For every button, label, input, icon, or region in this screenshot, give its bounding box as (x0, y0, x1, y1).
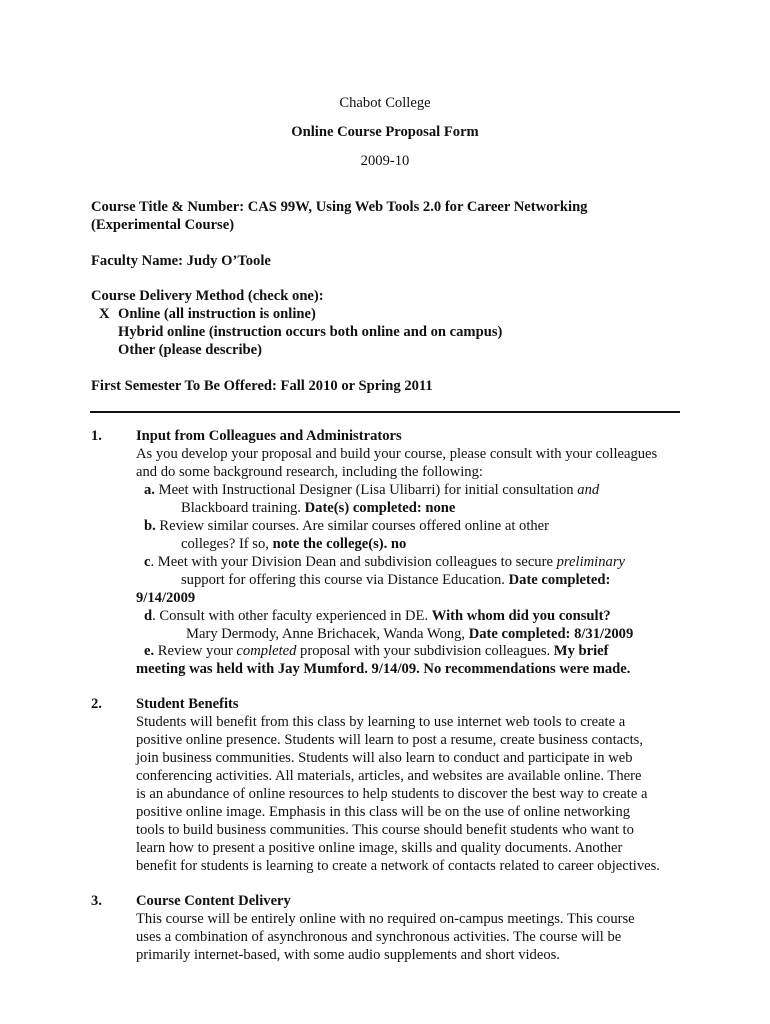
form-title: Online Course Proposal Form (291, 124, 479, 140)
section-1-intro-line-1: As you develop your proposal and build your course, please consult with your colleagues (136, 446, 658, 462)
item-c-text: . Meet with your Division Dean and subdivision colleagues to secure (150, 554, 557, 570)
section-1-number: 1. (91, 428, 102, 444)
section-2-line: join business communities. Students will also learn to conduct and participate in web (136, 750, 633, 766)
delivery-option-hybrid: Hybrid online (instruction occurs both online and on campus) (118, 324, 503, 340)
first-semester: First Semester To Be Offered: Fall 2010 or Spring 2011 (91, 378, 433, 394)
section-2-line: benefit for students is learning to create a network of contacts related to career objectives. (136, 858, 660, 874)
section-3-line: primarily internet-based, with some audio supplements and short videos. (136, 947, 560, 963)
section-3-line: uses a combination of asynchronous and synchronous activities. The course will be (136, 929, 622, 945)
item-a-line-2 (181, 499, 455, 517)
section-2-number: 2. (91, 696, 102, 712)
section-3-number: 3. (91, 893, 102, 909)
section-1-heading: Input from Colleagues and Administrators (136, 428, 402, 444)
section-2-line: tools to build business communities. This course should benefit students who want to (136, 822, 634, 838)
section-2-line: conferencing activities. All materials, articles, and websites are available online. There (136, 768, 642, 784)
section-1-intro-line-2: and do some background research, including the following: (136, 464, 483, 480)
delivery-method-heading: Course Delivery Method (check one): (91, 288, 324, 304)
item-a-letter: a. (144, 482, 155, 498)
item-d-letter: d (144, 608, 153, 624)
item-e-line-1 (144, 642, 609, 660)
item-b-letter: b. (144, 518, 156, 534)
item-e-text-italic: completed (236, 643, 297, 659)
item-a-text: Meet with Instructional Designer (Lisa Ulibarri) for initial consultation (154, 482, 578, 498)
item-a-text-italic: and (577, 482, 600, 498)
item-e-text-a: Review your (154, 643, 237, 659)
item-d-names: Mary Dermody, Anne Brichacek, Wanda Wong, (186, 626, 469, 642)
item-a-date-completed: Date(s) completed: none (304, 500, 456, 516)
delivery-check-mark: X (99, 306, 110, 322)
section-3-line: This course will be entirely online with no required on-campus meetings. This course (136, 911, 635, 927)
item-b-note-colleges: note the college(s). no (272, 536, 407, 552)
item-e-letter: e. (144, 643, 155, 659)
college-name: Chabot College (339, 95, 431, 111)
item-c-text-italic: preliminary (556, 554, 625, 570)
item-b-text: Review similar courses. Are similar courses offered online at other (155, 518, 550, 534)
item-e-text-bold: My brief (553, 643, 609, 659)
item-c-letter: c (144, 554, 151, 570)
item-c-date-label: Date completed: (508, 572, 611, 588)
item-d-line-1 (144, 607, 611, 625)
section-2-line: Students will benefit from this class by learning to use internet web tools to create a (136, 714, 626, 730)
item-b-text-2: colleges? If so, (181, 536, 273, 552)
section-2-line: learn how to present a positive online image, skills and quality documents. Another (136, 840, 623, 856)
item-d-date-completed: Date completed: 8/31/2009 (468, 626, 634, 642)
section-2-heading: Student Benefits (136, 696, 239, 712)
faculty-name: Faculty Name: Judy O’Toole (91, 253, 271, 269)
item-a-text-2: Blackboard training. (181, 500, 305, 516)
item-c-line-2 (181, 571, 610, 589)
item-e-line-2: meeting was held with Jay Mumford. 9/14/09. No recommendations were made. (136, 661, 631, 677)
delivery-option-online: Online (all instruction is online) (118, 306, 316, 322)
item-d-line-2 (186, 625, 633, 643)
item-c-date: 9/14/2009 (136, 590, 196, 606)
section-2-line: positive online presence. Students will learn to post a resume, create business contacts, (136, 732, 643, 748)
horizontal-rule (90, 411, 680, 413)
course-title-line-1: Course Title & Number: CAS 99W, Using Web Tools 2.0 for Career Networking (91, 199, 588, 215)
item-d-text: . Consult with other faculty experienced in DE. (152, 608, 432, 624)
item-b-line-1 (144, 517, 549, 535)
item-c-text-2: support for offering this course via Distance Education. (181, 572, 509, 588)
item-e-text-b: proposal with your subdivision colleagues. (296, 643, 554, 659)
item-b-line-2 (181, 535, 406, 553)
section-2-line: is an abundance of online resources to help students to discover the best way to create a (136, 786, 648, 802)
item-d-question: With whom did you consult? (431, 608, 611, 624)
item-a-line-1 (144, 481, 599, 499)
course-title-line-2: (Experimental Course) (91, 217, 235, 233)
form-year: 2009-10 (360, 153, 410, 169)
section-2-line: positive online image. Emphasis in this class will be on the use of online networking (136, 804, 631, 820)
item-c-line-1 (144, 553, 625, 571)
section-3-heading: Course Content Delivery (136, 893, 291, 909)
delivery-option-other: Other (please describe) (118, 342, 263, 358)
